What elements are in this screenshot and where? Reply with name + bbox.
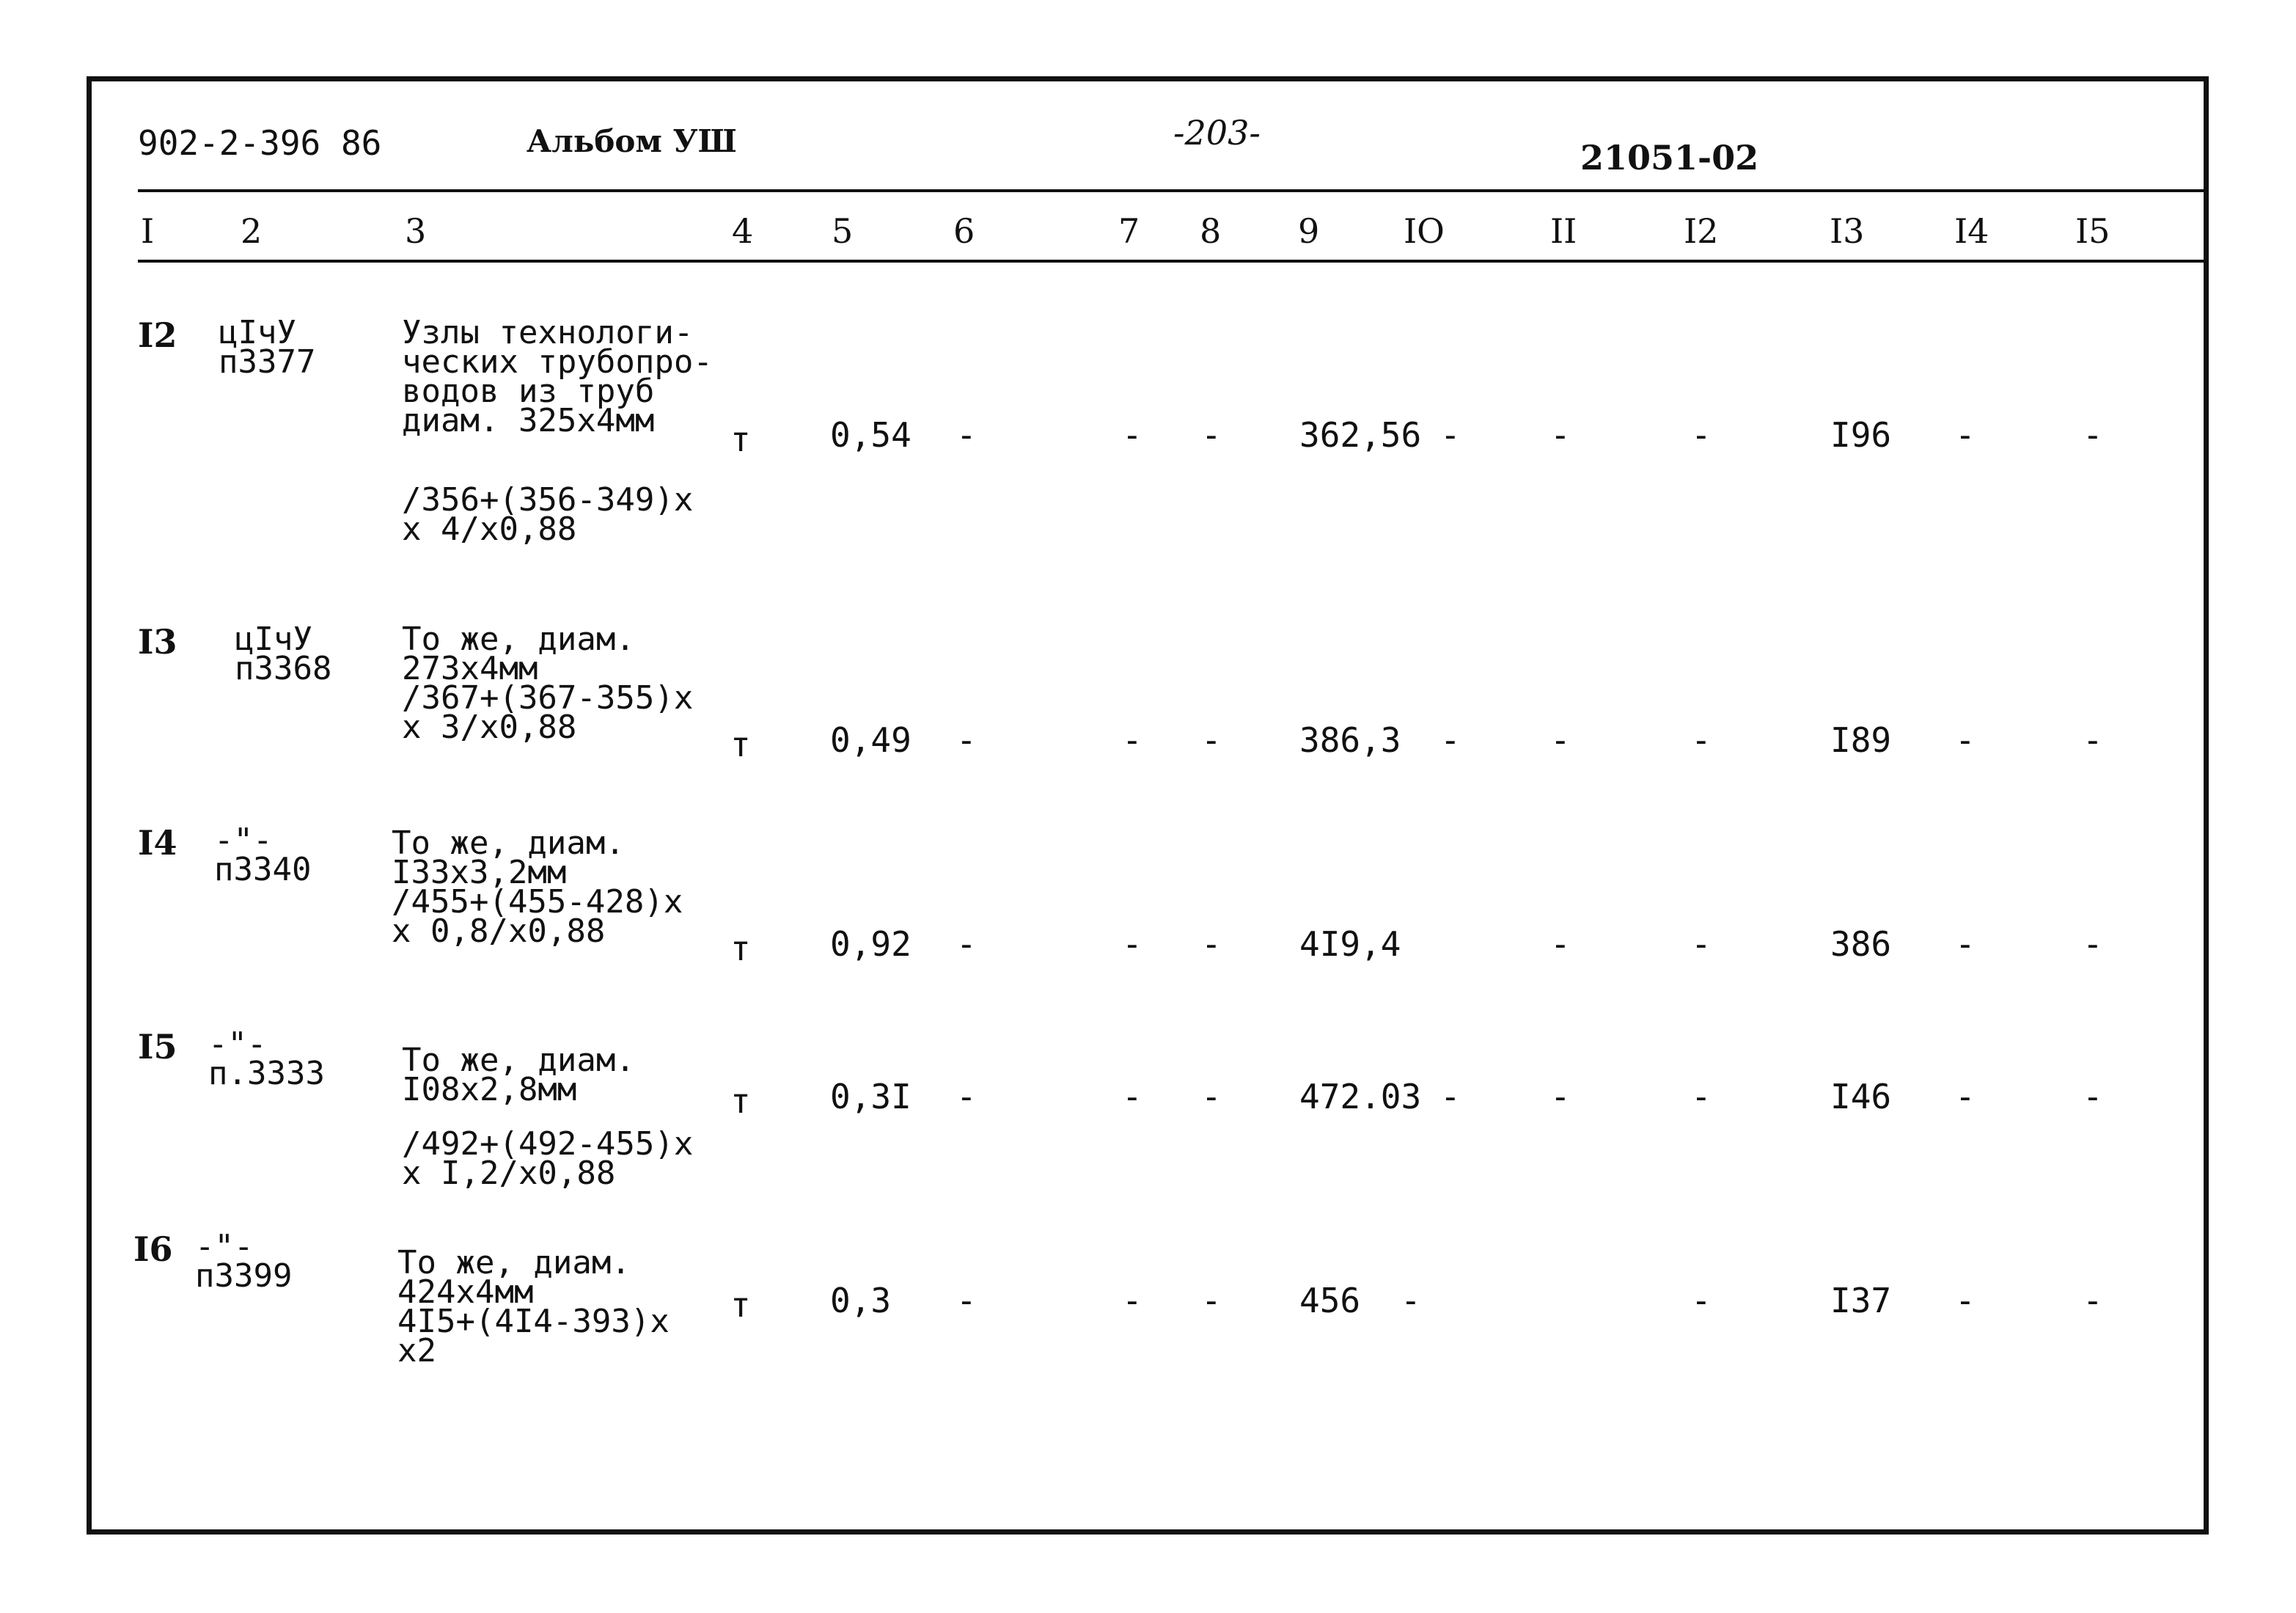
row-formula: /356+(356-349)x x 4/x0,88 — [402, 481, 694, 548]
row-col13: I96 — [1830, 415, 1892, 455]
row-col14: - — [1955, 1281, 1976, 1320]
row-col12: - — [1691, 1077, 1712, 1116]
row-col5: 0,49 — [830, 720, 912, 760]
row-code: цIчУ п3368 — [235, 621, 332, 687]
row-description: Узлы технологи- ческих трубопро- водов из труб диам. 325x4мм — [402, 314, 713, 439]
row-col14: - — [1955, 720, 1976, 760]
column-number: I2 — [1684, 211, 1719, 251]
row-number: I6 — [133, 1229, 173, 1269]
row-col10: - — [1401, 1281, 1421, 1320]
row-code: -"- п3399 — [195, 1228, 293, 1295]
row-col9: 386,3 — [1299, 720, 1401, 760]
row-col12: - — [1691, 415, 1712, 455]
column-number: II — [1550, 211, 1577, 251]
row-col8: - — [1201, 924, 1222, 964]
header-rule-bottom — [138, 260, 2209, 263]
row-col15: - — [2083, 415, 2103, 455]
row-col6: - — [956, 415, 977, 455]
row-col12: - — [1691, 924, 1712, 964]
row-unit: т — [730, 1081, 751, 1121]
row-col6: - — [956, 924, 977, 964]
row-col5: 0,3I — [830, 1077, 912, 1116]
column-number: 8 — [1200, 211, 1222, 251]
row-col14: - — [1955, 1077, 1976, 1116]
row-col14: - — [1955, 924, 1976, 964]
row-description: То же, диам. 273x4мм /367+(367-355)x x 3/x0,88 — [402, 621, 694, 746]
row-col11: - — [1550, 924, 1571, 964]
row-col7: - — [1122, 1281, 1143, 1320]
row-col12: - — [1691, 720, 1712, 760]
row-col9: 472.03 — [1299, 1077, 1422, 1116]
row-col11: - — [1550, 415, 1571, 455]
row-number: I2 — [138, 315, 177, 355]
row-col7: - — [1122, 1077, 1143, 1116]
column-number: 6 — [953, 211, 975, 251]
row-col7: - — [1122, 415, 1143, 455]
row-number: I3 — [138, 622, 177, 662]
row-unit: т — [730, 420, 751, 459]
column-number: 9 — [1298, 211, 1320, 251]
row-col6: - — [956, 1077, 977, 1116]
row-unit: т — [730, 1285, 751, 1325]
row-col11: - — [1550, 720, 1571, 760]
column-number: 5 — [832, 211, 854, 251]
row-code: -"- п3340 — [214, 822, 312, 888]
doc-code: 902-2-396 86 — [138, 123, 382, 163]
row-number: I5 — [138, 1027, 177, 1067]
row-col9: 456 — [1299, 1281, 1361, 1320]
row-col9: 4I9,4 — [1299, 924, 1401, 964]
row-col10: - — [1440, 1077, 1461, 1116]
row-col11: - — [1550, 1077, 1571, 1116]
row-description: То же, диам. I33x3,2мм /455+(455-428)x x 0,8/x0,88 — [392, 824, 683, 950]
row-col10: - — [1440, 415, 1461, 455]
page-number: -203- — [1173, 113, 1261, 153]
column-number: IO — [1404, 211, 1445, 251]
row-col6: - — [956, 1281, 977, 1320]
row-number: I4 — [138, 823, 177, 863]
row-col13: I37 — [1830, 1281, 1892, 1320]
row-col10: - — [1440, 720, 1461, 760]
column-number: 3 — [405, 211, 427, 251]
row-description: То же, диам. I08x2,8мм — [402, 1042, 635, 1108]
row-col15: - — [2083, 1077, 2103, 1116]
row-unit: т — [730, 725, 751, 764]
row-col15: - — [2083, 720, 2103, 760]
row-col7: - — [1122, 924, 1143, 964]
row-unit: т — [730, 929, 751, 968]
row-col5: 0,92 — [830, 924, 912, 964]
row-formula: /492+(492-455)x x I,2/x0,88 — [402, 1125, 694, 1192]
row-code: цIчУ п3377 — [219, 314, 316, 381]
row-col8: - — [1201, 415, 1222, 455]
column-number: I — [141, 211, 155, 251]
row-col15: - — [2083, 924, 2103, 964]
row-col5: 0,54 — [830, 415, 912, 455]
right-code: 21051-02 — [1580, 138, 1759, 178]
row-col13: I46 — [1830, 1077, 1892, 1116]
row-code: -"- п.3333 — [208, 1025, 325, 1092]
row-col8: - — [1201, 1077, 1222, 1116]
row-col9: 362,56 — [1299, 415, 1422, 455]
row-col8: - — [1201, 720, 1222, 760]
row-col13: 386 — [1830, 924, 1892, 964]
row-col5: 0,3 — [830, 1281, 892, 1320]
row-col14: - — [1955, 415, 1976, 455]
column-number: I4 — [1954, 211, 1989, 251]
row-col7: - — [1122, 720, 1143, 760]
row-col6: - — [956, 720, 977, 760]
column-number: I5 — [2075, 211, 2110, 251]
row-col8: - — [1201, 1281, 1222, 1320]
album-title: Альбом УШ — [527, 123, 737, 159]
row-description: То же, диам. 424x4мм 4I5+(4I4-393)x x2 — [397, 1244, 670, 1369]
column-number: 2 — [241, 211, 263, 251]
column-number: I3 — [1830, 211, 1865, 251]
row-col15: - — [2083, 1281, 2103, 1320]
row-col12: - — [1691, 1281, 1712, 1320]
column-number: 4 — [732, 211, 754, 251]
row-col13: I89 — [1830, 720, 1892, 760]
column-number: 7 — [1118, 211, 1140, 251]
header-rule-top — [138, 189, 2209, 192]
